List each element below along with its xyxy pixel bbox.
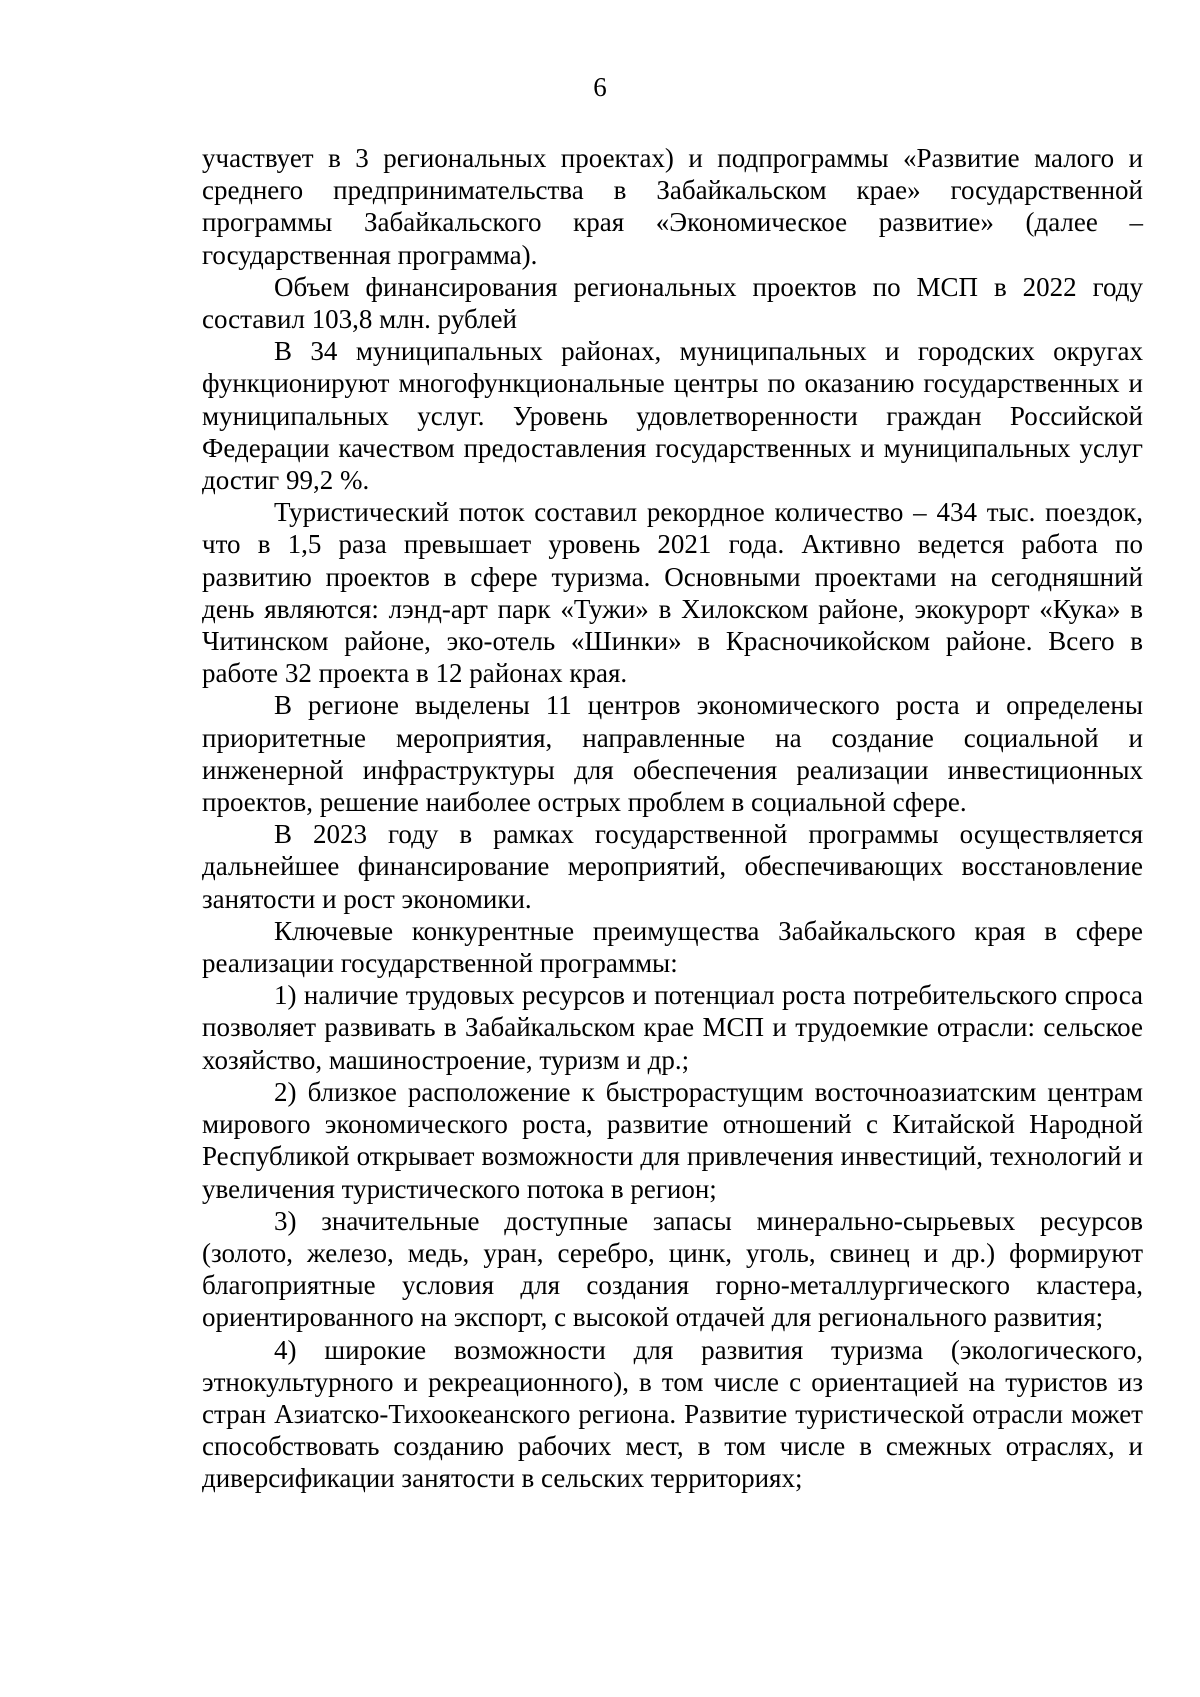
paragraph-advantages-intro: Ключевые конкурентные преимущества Забайкальского края в сфере реализации государственной программы: [202,915,1143,979]
list-item-4: 4) широкие возможности для развития туризма (экологического, этнокультурного и рекреационного), в том числе с ориентацией на туристов из стран Азиатско-Тихоокеанского региона. Развитие туристической отрасли может способствовать созданию рабочих мест, в том числе в смежных отраслях, и диверсификации занятости в сельских территориях; [202,1334,1143,1494]
paragraph-tourism: Туристический поток составил рекордное количество – 434 тыс. поездок, что в 1,5 раза превышает уровень 2021 года. Активно ведется работа по развитию проектов в сфере туризма. Основными проектами на сегодняшний день являются: лэнд-арт парк «Тужи» в Хилокском районе, экокурорт «Кука» в Читинском районе, эко-отель «Шинки» в Красночикойском районе. Всего в работе 32 проекта в 12 районах края. [202,497,1143,689]
paragraph-funding: Объем финансирования региональных проектов по МСП в 2022 году составил 103,8 млн. рублей [202,271,1143,335]
paragraph-mfc: В 34 муниципальных районах, муниципальных и городских округах функционируют многофункциональные центры по оказанию государственных и муниципальных услуг. Уровень удовлетворенности граждан Российской Федерации качеством предоставления государственных и муниципальных услуг достиг 99,2 %. [202,336,1143,496]
list-item-1: 1) наличие трудовых ресурсов и потенциал роста потребительского спроса позволяет развивать в Забайкальском крае МСП и трудоемкие отрасли: сельское хозяйство, машиностроение, туризм и др.; [202,980,1143,1075]
paragraph-continuation: участвует в 3 региональных проектах) и подпрограммы «Развитие малого и среднего предпринимательства в Забайкальском крае» государственной программы Забайкальского края «Экономическое развитие» (далее – государственная программа). [202,143,1143,270]
page-number: 6 [593,72,607,102]
paragraph-2023: В 2023 году в рамках государственной программы осуществляется дальнейшее финансирование мероприятий, обеспечивающих восстановление занятости и рост экономики. [202,819,1143,914]
document-body [202,142,1143,1495]
list-item-2: 2) близкое расположение к быстрорастущим восточноазиатским центрам мирового экономического роста, развитие отношений с Китайской Народной Республикой открывает возможности для привлечения инвестиций, технологий и увеличения туристического потока в регион; [202,1076,1143,1204]
paragraph-growth-centers: В регионе выделены 11 центров экономического роста и определены приоритетные мероприятия, направленные на создание социальной и инженерной инфраструктуры для обеспечения реализации инвестиционных проектов, решение наиболее острых проблем в социальной сфере. [202,690,1143,818]
list-item-3: 3) значительные доступные запасы минерально-сырьевых ресурсов (золото, железо, медь, уран, серебро, цинк, уголь, свинец и др.) формируют благоприятные условия для создания горно-металлургического кластера, ориентированного на экспорт, с высокой отдачей для регионального развития; [202,1205,1143,1333]
